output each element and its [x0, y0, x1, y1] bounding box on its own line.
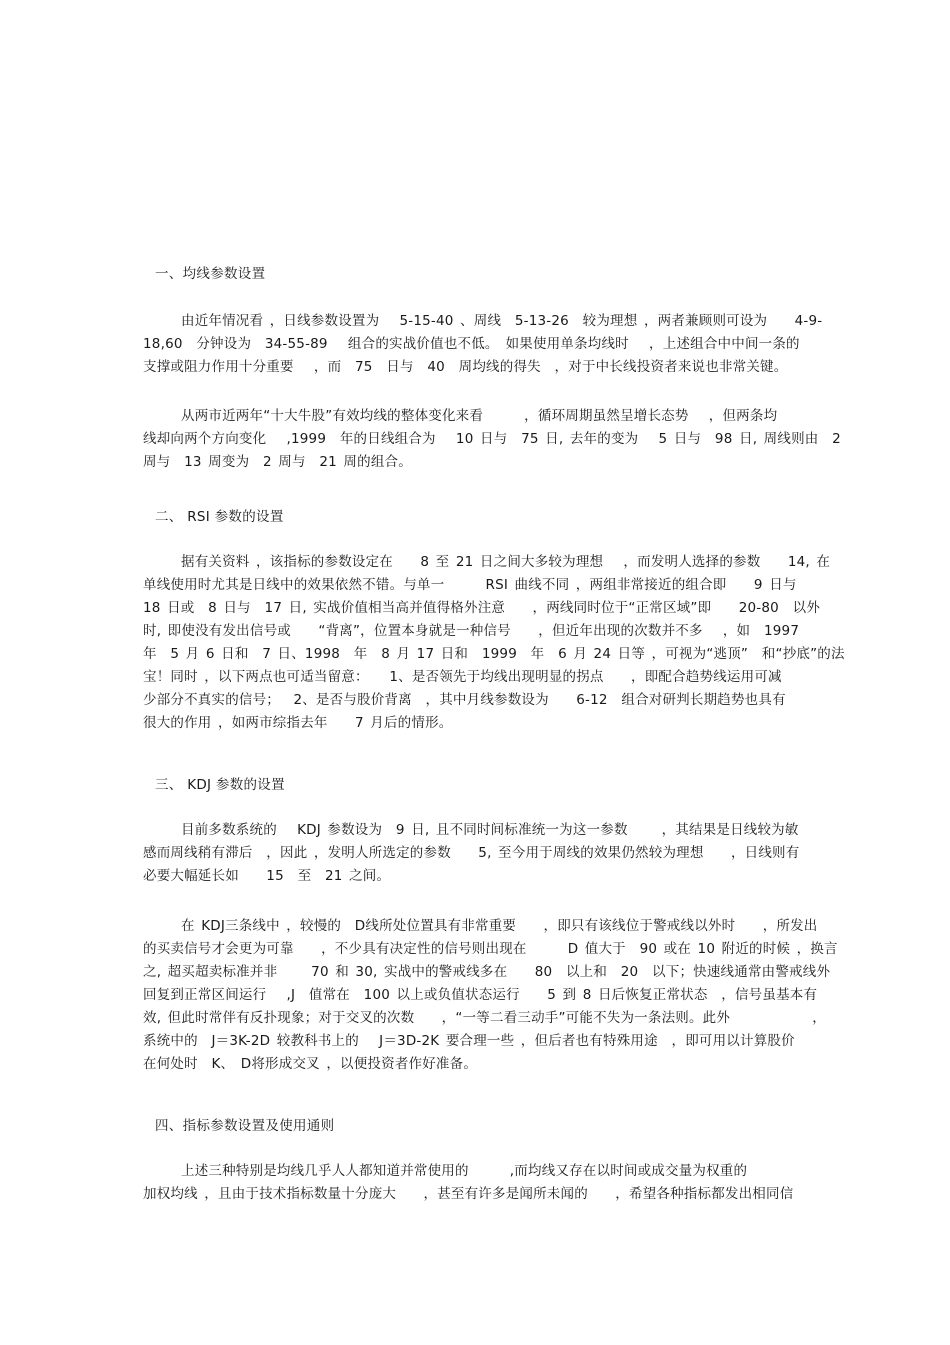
text-line: 上述三种特别是均线几乎人人都知道并常使用的 ,而均线又存在以时间或成交量为权重的 [181, 1163, 748, 1179]
text-line: 线却向两个方向变化 ,1999 年的日线组合为 10 日与 75 日, 去年的变为 5 日与 98 日, 周线则由 2 [143, 431, 841, 447]
text-line: 少部分不真实的信号； 2、是否与股价背离 ，其中月线参数设为 6-12 组合对研判长期趋势也具有 [143, 692, 786, 708]
text-line: 18 日或 8 日与 17 日, 实战价值相当高并值得格外注意 ，两线同时位于“正常区域”即 20-80 以外 [143, 600, 821, 616]
text-line: 时, 即使没有发出信号或 “背离”，位置本身就是一种信号 ，但近年出现的次数并不多 ，如 1997 [143, 623, 800, 639]
paragraph-rsi-1 [143, 551, 845, 735]
section-heading-kdj: 三、 KDJ 参数的设置 [155, 777, 285, 793]
section-heading-ma: 一、均线参数设置 [155, 266, 266, 282]
text-line: 的买卖信号才会更为可靠 ，不少具有决定性的信号则出现在 D 值大于 90 或在 10 附近的时候 ，换言 [143, 941, 838, 957]
paragraph-ma-2 [143, 405, 841, 474]
text-line: 系统中的 J＝3K-2D 较教科书上的 J＝3D-2K 要合理一些 ，但后者也有特殊用途 ，即可用以计算股价 [143, 1033, 795, 1049]
text-line: 18,60 分钟设为 34-55-89 组合的实战价值也不低。 如果使用单条均线时 ，上述组合中中间一条的 [143, 336, 800, 352]
text-line: 从两市近两年“十大牛股”有效均线的整体变化来看 ，循环周期虽然呈增长态势 ，但两条均 [181, 408, 778, 424]
text-line: 效, 但此时常伴有反扑现象；对于交叉的次数 ，“一等二看三动手”可能不失为一条法则。此外 ， [143, 1010, 826, 1026]
text-line: 之, 超买超卖标准并非 70 和 30, 实战中的警戒线多在 80 以上和 20 以下；快速线通常由警戒线外 [143, 964, 831, 980]
text-line: 在 KDJ三条线中 ，较慢的 D线所处位置具有非常重要 ，即只有该线位于警戒线以外时 ，所发出 [181, 918, 818, 934]
text-line: 单线使用时尤其是日线中的效果依然不错。与单一 RSI 曲线不同 ，两组非常接近的组合即 9 日与 [143, 577, 797, 593]
text-line: 在何处时 K、 D将形成交叉 ，以便投资者作好准备。 [143, 1056, 478, 1072]
text-line: 年 5 月 6 日和 7 日、1998 年 8 月 17 日和 1999 年 6 月 24 日等 ，可视为“逃顶” 和“抄底”的法 [143, 646, 845, 662]
text-line: 周与 13 周变为 2 周与 21 周的组合。 [143, 454, 412, 470]
section-heading-rsi: 二、 RSI 参数的设置 [155, 509, 284, 525]
text-line: 目前多数系统的 KDJ 参数设为 9 日, 且不同时间标准统一为这一参数 ，其结果是日线较为敏 [181, 822, 799, 838]
text-line: 感而周线稍有滞后 ，因此 ，发明人所选定的参数 5, 至今用于周线的效果仍然较为理想 ，日线则有 [143, 845, 800, 861]
paragraph-ma-1 [143, 310, 823, 379]
text-line: 宝！同时 ，以下两点也可适当留意： 1、是否领先于均线出现明显的拐点 ，即配合趋势线运用可减 [143, 669, 782, 685]
text-line: 加权均线 ，且由于技术指标数量十分庞大 ，甚至有许多是闻所未闻的 ，希望各种指标都发出相同信 [143, 1186, 794, 1202]
paragraph-kdj-2 [143, 915, 838, 1076]
text-line: 据有关资料 ，该指标的参数设定在 8 至 21 日之间大多较为理想 ，而发明人选择的参数 14, 在 [181, 554, 831, 570]
text-line: 回复到正常区间运行 ,J 值常在 100 以上或负值状态运行 5 到 8 日后恢复正常状态 ，信号虽基本有 [143, 987, 818, 1003]
text-line: 支撑或阻力作用十分重要 ，而 75 日与 40 周均线的得失 ，对于中长线投资者来说也非常关键。 [143, 359, 788, 375]
paragraph-general-1 [143, 1160, 808, 1206]
text-line: 由近年情况看 ，日线参数设置为 5-15-40 、周线 5-13-26 较为理想 ，两者兼顾则可设为 4-9- [181, 313, 823, 329]
text-line: 很大的作用 ，如两市综指去年 7 月后的情形。 [143, 715, 453, 731]
section-heading-general: 四、指标参数设置及使用通则 [155, 1118, 335, 1134]
text-line: 必要大幅延长如 15 至 21 之间。 [143, 868, 391, 884]
paragraph-kdj-1 [143, 819, 808, 888]
